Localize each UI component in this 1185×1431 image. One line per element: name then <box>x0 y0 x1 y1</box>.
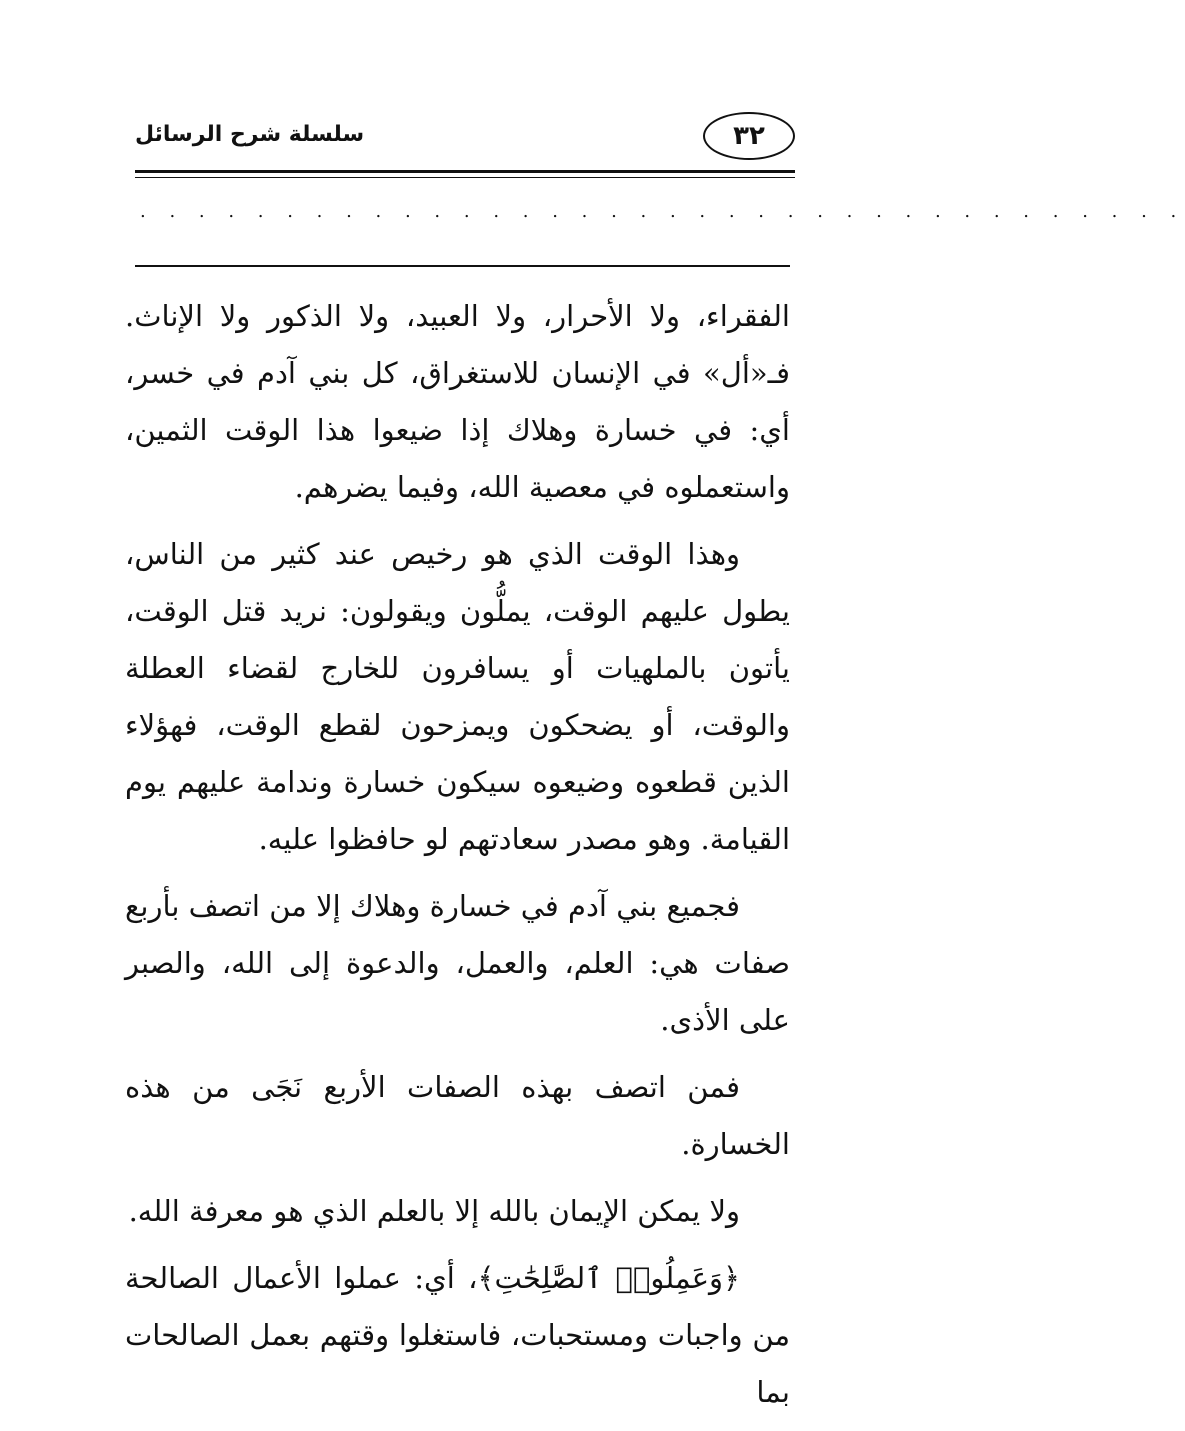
paragraph: وهذا الوقت الذي هو رخيص عند كثير من الناس، يطول عليهم الوقت، يملُّون ويقولون: نريد قتل الوقت، يأتون بالملهيات أو يسافرون للخارج لقضاء العطلة والوقت، أو يضحكون ويمزحون لقطع الوقت، فهؤلاء الذين قطعوه وضيعوه سيكون خسارة وندامة عليهم يوم القيامة. وهو مصدر سعادتهم لو حافظوا عليه. <box>125 537 790 856</box>
paragraph-continuation: الفقراء، ولا الأحرار، ولا العبيد، ولا الذكور ولا الإناث. فـ«أل» في الإنسان للاستغراق، كل بني آدم في خسر، أي: في خسارة وهلاك إذا ضيعوا هذا الوقت الثمين، واستعملوه في معصية الله، وفيما يضرهم. <box>125 299 790 504</box>
dotted-divider: . . . . . . . . . . . . . . . . . . . . . . . . . . . . . . . . . . . . <box>140 201 1185 222</box>
paragraph: فمن اتصف بهذه الصفات الأربع نَجَى من هذه الخسارة. <box>125 1070 790 1161</box>
section-separator-rule <box>135 265 790 267</box>
paragraph: فجميع بني آدم في خسارة وهلاك إلا من اتصف بأربع صفات هي: العلم، والعمل، والدعوة إلى الله، والصبر على الأذى. <box>125 889 790 1037</box>
series-title: سلسلة شرح الرسائل <box>135 122 365 147</box>
header-rule-thin <box>135 177 795 178</box>
page-header <box>135 112 795 168</box>
page-number-badge: ٣٢ <box>703 112 795 160</box>
paragraph: ولا يمكن الإيمان بالله إلا بالعلم الذي هو معرفة الله. <box>128 1194 740 1228</box>
page-body <box>125 288 790 1431</box>
header-rule-thick <box>135 170 795 173</box>
paragraph-quranic-verse: ﴿وَعَمِلُوا۟ ٱلصَّٰلِحَٰتِ﴾، أي: عملوا الأعمال الصالحة من واجبات ومستحبات، فاستغلوا وقتهم بعمل الصالحات بما <box>125 1261 790 1409</box>
